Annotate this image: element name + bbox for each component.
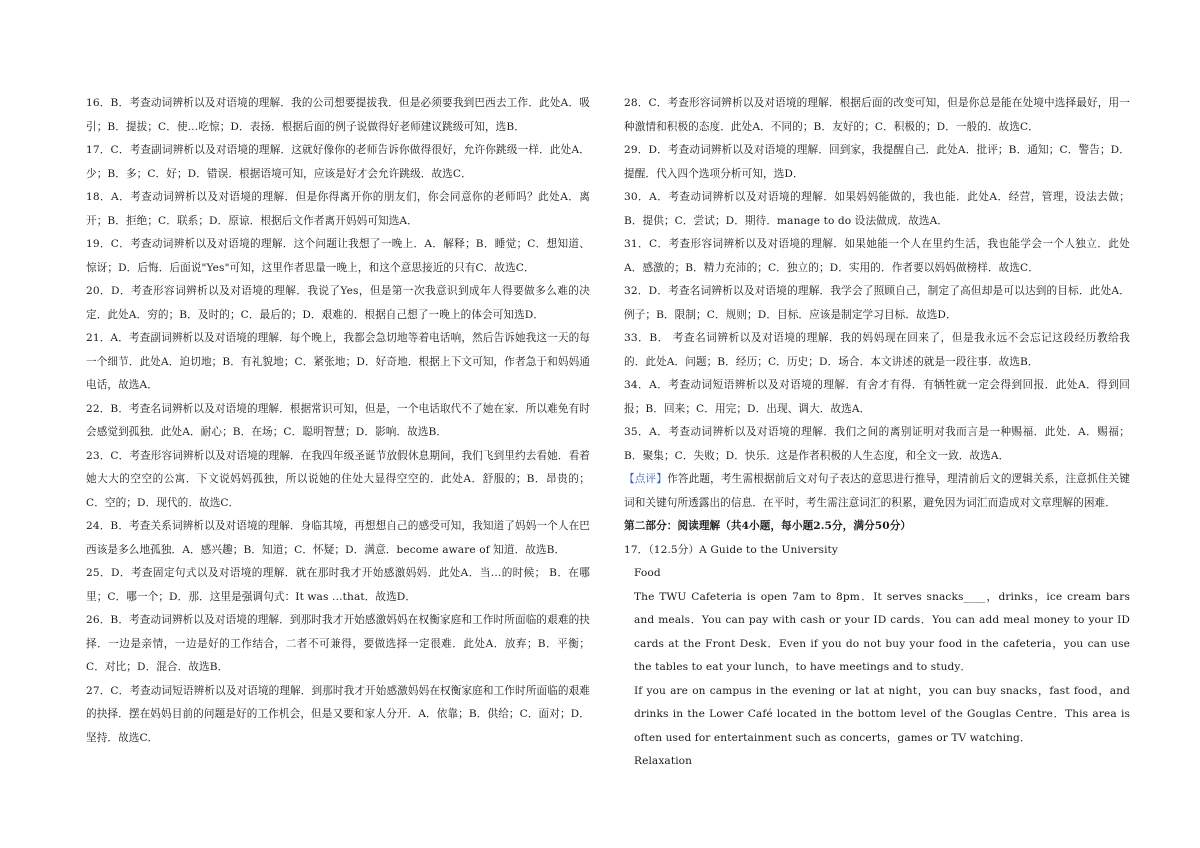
answer-21: 21．A．考查副词辨析以及对语境的理解．每个晚上，我都会急切地等着电话响，然后告诉她我这一天的每一个细节．此处A．迫切地；B．有礼貌地；C．紧张地；D．好奇地．根据上下文可知，作者急于和妈妈通电话，故选A． <box>86 332 590 391</box>
comment-text: 作答此题，考生需根据前后文对句子表达的意思进行推导，理清前后文的逻辑关系，注意抓住关键词和关键句所透露出的信息．在平时，考生需注意词汇的积累，避免因为词汇而造成对文章理解的困难． <box>624 473 1131 509</box>
reading-paragraph-2: If you are on campus in the evening or lat at night，you can buy snacks，fast food，and drinks in the Lower Café located in the bottom level of the Gouglas Centre．This area is often used for entertainment such as concerts，games or TV watching． <box>634 684 1130 744</box>
answer-34: 34．A．考查动词短语辨析以及对语境的理解．有舍才有得．有牺牲就一定会得到回报．此处A．得到回报；B．回来；C．用完；D．出现、调大．故选A． <box>624 379 1130 415</box>
answer-19: 19．C．考查动词辨析以及对语境的理解．这个问题让我想了一晚上．A．解释；B．睡觉；C．想知道、惊讶；D．后悔．后面说"Yes"可知，这里作者思量一晚上，和这个意思接近的只有C．故选C． <box>86 238 590 274</box>
left-column <box>86 92 590 750</box>
heading-food: Food <box>634 567 661 579</box>
right-column <box>624 92 1130 774</box>
answer-26: 26．B．考查动词辨析以及对语境的理解．到那时我才开始感激妈妈在权衡家庭和工作时所面临的艰难的抉择．一边是亲情，一边是好的工作结合，二者不可兼得，要做选择一定很难．此处A．放弃；B．平衡；C．对比；D．混合．故选B． <box>86 614 590 673</box>
answer-29: 29．D．考查动词辨析以及对语境的理解．回到家，我提醒自己．此处A．批评；B．通知；C．警告；D．提醒．代入四个选项分析可知，选D． <box>624 144 1130 180</box>
reading-paragraph-1: The TWU Cafeteria is open 7am to 8pm．It serves snacks____，drinks，ice cream bars and meals．You can pay with cash or your ID cards．You can add meal money to your ID cards at the Front Desk．Even if you do not buy your food in the cafeteria，you can use the tables to eat your lunch，to have meetings and to study． <box>634 590 1130 673</box>
answer-24: 24．B．考查关系词辨析以及对语境的理解．身临其境，再想想自己的感受可知，我知道了妈妈一个人在巴西该是多么地孤独．A．感兴趣；B．知道；C．怀疑；D．满意．become aware of 知道．故选B． <box>86 520 590 556</box>
answer-20: 20．D．考查形容词辨析以及对语境的理解．我说了Yes，但是第一次我意识到成年人得要做多么难的决定．此处A．穷的；B．及时的；C．最后的；D．艰难的．根据自己想了一晚上的体会可知选D． <box>86 285 590 321</box>
answer-32: 32．D．考查名词辨析以及对语境的理解．我学会了照顾自己，制定了高但却是可以达到的目标．此处A．例子；B．限制；C．规则；D．目标．应该是制定学习目标．故选D． <box>624 285 1130 321</box>
answer-17: 17．C．考查副词辨析以及对语境的理解．这就好像你的老师告诉你做得很好，允许你跳级一样．此处A．少；B．多；C．好；D．错误．根据语境可知，应该是好才会允许跳级．故选C． <box>86 144 590 180</box>
answer-30: 30．A．考查动词辨析以及对语境的理解．如果妈妈能做的，我也能．此处A．经营，管理，设法去做；B．提供；C．尝试；D．期待．manage to do 设法做成．故选A． <box>624 191 1130 227</box>
answer-23: 23．C．考查形容词辨析以及对语境的理解．在我四年级圣诞节放假休息期间，我们飞到里约去看她．看着她大大的空空的公寓．下文说妈妈孤独，所以说她的住处大显得空空的．此处A．舒服的；B．昂贵的；C．空的；D．现代的．故选C． <box>86 449 590 509</box>
answer-31: 31．C．考查形容词辨析以及对语境的理解．如果她能一个人在里约生活，我也能学会一个人独立．此处A．感激的；B．精力充沛的；C．独立的；D．实用的．作者要以妈妈做榜样．故选C． <box>624 238 1130 274</box>
answer-27: 27．C．考查动词短语辨析以及对语境的理解．到那时我才开始感激妈妈在权衡家庭和工作时所面临的艰难的抉择．摆在妈妈目前的问题是好的工作机会，但是又要和家人分开．A．依靠；B．供给；C．面对；D．坚持．故选C． <box>86 684 590 744</box>
section-title: 第二部分：阅读理解（共4小题，每小题2.5分，满分50分） <box>624 520 912 532</box>
answer-22: 22．B．考查名词辨析以及对语境的理解．根据常识可知，但是，一个电话取代不了她在家．所以难免有时会感觉到孤独．此处A．耐心；B．在场；C．聪明智慧；D．影响．故选B． <box>86 402 590 438</box>
answer-28: 28．C．考查形容词辨析以及对语境的理解．根据后面的改变可知，但是你总是能在处境中选择最好，用一种激情和积极的态度．此处A．不同的；B．友好的；C．积极的；D．一般的．故选C． <box>624 97 1130 133</box>
answer-16: 16．B．考查动词辨析以及对语境的理解．我的公司想要提拔我．但是必须要我到巴西去工作．此处A．吸引；B．提拔；C．使…吃惊；D．表扬．根据后面的例子说做得好老师建议跳级可知，选B． <box>86 97 590 133</box>
comment-paragraph <box>624 468 1130 515</box>
answer-35: 35．A．考查动词辨析以及对语境的理解．我们之间的离别证明对我而言是一种赐福．此处．A．赐福；B．聚集；C．失败；D．快乐．这是作者积极的人生态度，和全文一致．故选A． <box>624 426 1130 462</box>
heading-relaxation: Relaxation <box>634 755 693 767</box>
comment-tag: 【点评】 <box>624 473 668 485</box>
answer-18: 18．A．考查动词辨析以及对语境的理解．但是你得离开你的朋友们，你会同意你的老师吗？此处A．离开；B．拒绝；C．联系；D．原谅．根据后文作者离开妈妈可知选A． <box>86 191 590 227</box>
answer-33: 33．B． 考查名词辨析以及对语境的理解．我的妈妈现在回来了，但是我永远不会忘记这段经历教给我的．此处A．问题；B．经历；C．历史；D．场合．本文讲述的就是一段往事．故选B． <box>624 332 1130 368</box>
question-header: 17．（12.5分）A Guide to the University <box>624 543 838 556</box>
answer-25: 25．D．考查固定句式以及对语境的理解．就在那时我才开始感激妈妈．此处A．当…的时候； B．在哪里；C．哪一个；D．那．这里是强调句式：It was …that．故选D． <box>86 567 590 603</box>
